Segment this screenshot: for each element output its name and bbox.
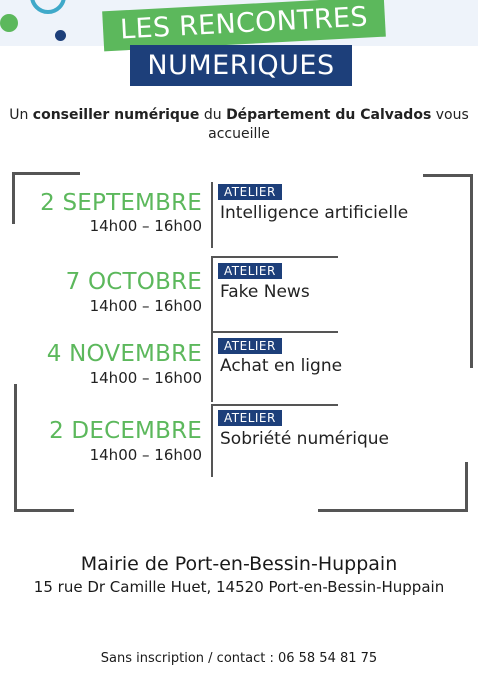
frame-top-left-vertical xyxy=(12,172,15,224)
intro-bold1: conseiller numérique xyxy=(32,107,200,123)
divider-horizontal-2 xyxy=(211,331,338,333)
intro-line2: accueille xyxy=(208,126,270,142)
session-time: 14h00 – 16h00 xyxy=(89,446,202,464)
session-time: 14h00 – 16h00 xyxy=(89,297,202,315)
decorative-blue-dot xyxy=(55,30,66,41)
decorative-green-dot xyxy=(0,14,18,32)
contact-info: Sans inscription / contact : 06 58 54 81 75 xyxy=(100,651,378,666)
divider-vertical-4 xyxy=(211,405,213,477)
session-date: 7 OCTOBRE xyxy=(65,269,202,295)
divider-vertical-1 xyxy=(211,182,213,248)
venue-name: Mairie de Port-en-Bessin-Huppain xyxy=(80,553,398,575)
divider-vertical-3 xyxy=(211,332,213,402)
divider-horizontal-1 xyxy=(211,256,338,258)
title-line-2: NUMERIQUES xyxy=(130,45,352,86)
intro-text xyxy=(0,106,478,144)
atelier-badge: ATELIER xyxy=(218,263,282,279)
session-time: 14h00 – 16h00 xyxy=(89,369,202,387)
session-topic: Achat en ligne xyxy=(220,356,343,376)
frame-top-left-horizontal xyxy=(12,172,80,175)
session-date: 4 NOVEMBRE xyxy=(46,341,202,367)
venue-address: 15 rue Dr Camille Huet, 14520 Port-en-Bessin-Huppain xyxy=(33,578,445,596)
intro-part2: du xyxy=(199,107,227,123)
intro-part3: vous xyxy=(431,107,469,123)
frame-right-vertical xyxy=(470,174,473,368)
intro-part1: Un xyxy=(9,107,33,123)
divider-horizontal-3 xyxy=(211,404,338,406)
atelier-badge: ATELIER xyxy=(218,338,282,354)
frame-bottom-right-horizontal xyxy=(318,509,468,512)
atelier-badge: ATELIER xyxy=(218,410,282,426)
atelier-badge: ATELIER xyxy=(218,184,282,200)
session-topic: Intelligence artificielle xyxy=(220,203,409,223)
frame-bottom-left-horizontal xyxy=(14,509,74,512)
session-date: 2 DECEMBRE xyxy=(49,418,202,444)
frame-bottom-right-vertical xyxy=(465,462,468,512)
intro-bold2: Département du Calvados xyxy=(226,107,432,123)
frame-top-right-horizontal xyxy=(423,174,473,177)
divider-vertical-2 xyxy=(211,257,213,332)
session-topic: Sobriété numérique xyxy=(220,429,389,449)
frame-bottom-left-vertical xyxy=(14,384,17,512)
session-topic: Fake News xyxy=(220,282,310,302)
session-time: 14h00 – 16h00 xyxy=(89,217,202,235)
session-date: 2 SEPTEMBRE xyxy=(40,190,202,216)
title-line-1: LES RENCONTRES xyxy=(102,0,386,51)
